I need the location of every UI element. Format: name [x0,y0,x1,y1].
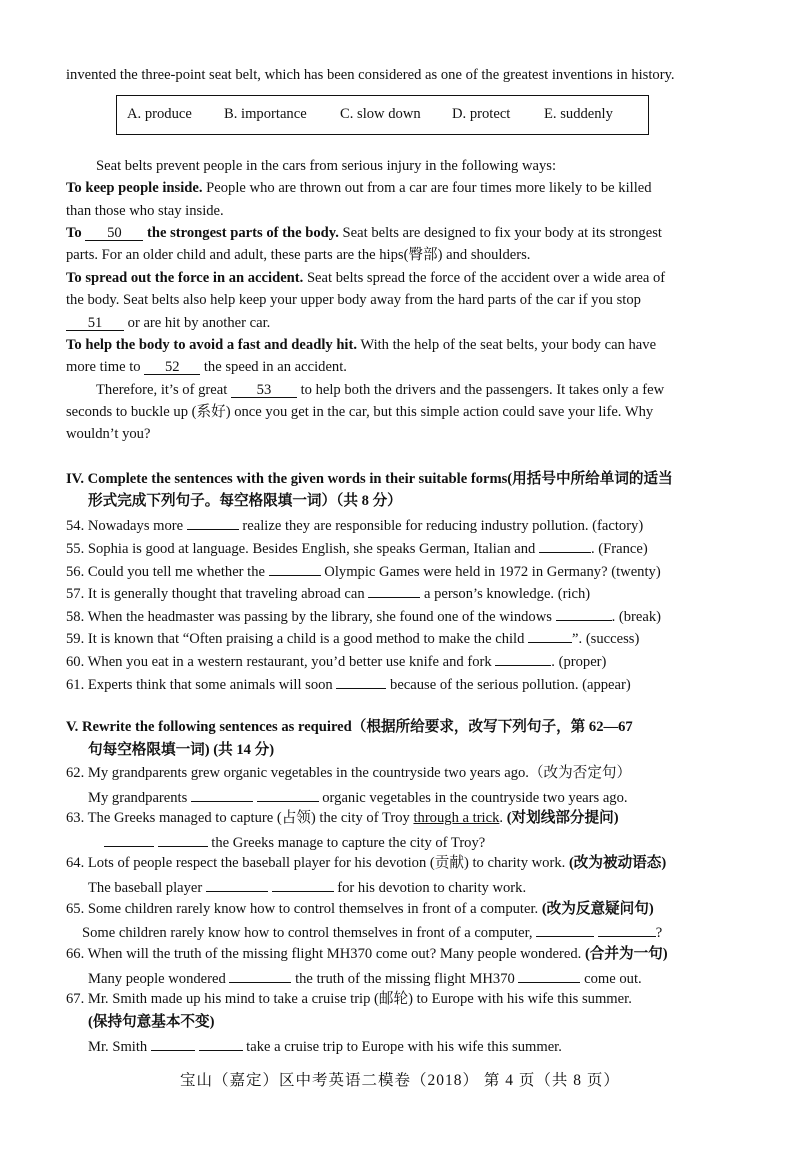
word-option-e: E. suddenly [544,106,613,122]
q56-text-end: Olympic Games were held in 1972 in Germany? (twenty) [320,564,661,580]
question-67: 67. Mr. Smith made up his mind to take a cruise trip (邮轮) to Europe with his wife this summer. [66,991,632,1007]
conclusion-line3: wouldn’t you? [66,426,151,442]
point-2-text: Seat belts are designed to fix your body at its strongest [338,225,662,241]
q54-blank[interactable] [187,515,239,530]
question-61 [66,674,631,694]
blank-51[interactable]: 51 [66,316,124,331]
blank-50[interactable]: 50 [85,226,143,241]
point-3-text-end: or are hit by another car. [124,315,271,331]
passage-intro: Seat belts prevent people in the cars from serious injury in the following ways: [96,158,557,174]
q64-blank-2[interactable] [272,877,334,892]
point-4-text: With the help of the seat belts, your body can have [357,337,657,353]
word-option-a: A. produce [127,106,192,122]
q57-text-end: a person’s knowledge. (rich) [420,586,591,602]
passage-point-4 [66,336,656,354]
q64-blank-1[interactable] [206,877,268,892]
passage-point-1 [66,179,652,197]
point-3-text-line3 [66,314,270,332]
q54-text: 54. Nowadays more [66,518,187,534]
q62-answer-end: organic vegetables in the countryside two years ago. [318,790,628,806]
q63-blank-1[interactable] [104,832,154,847]
q66-answer-end: come out. [580,971,642,987]
q66-answer-middle: the truth of the missing flight MH370 [291,971,519,987]
q55-text-end: . (France) [591,541,648,557]
q61-blank[interactable] [336,674,386,689]
q65-instruction: (改为反意疑问句) [538,901,654,917]
q63-underlined-phrase: through a trick [413,810,500,826]
point-4-heading: To help the body to avoid a fast and deadly hit. [66,337,357,353]
q57-text: 57. It is generally thought that traveling abroad can [66,586,369,602]
question-56 [66,561,661,581]
q58-text: 58. When the headmaster was passing by the library, she found one of the windows [66,609,556,625]
q63-blank-2[interactable] [158,832,208,847]
q60-text: 60. When you eat in a western restaurant, you’d better use knife and fork [66,654,496,670]
q67-answer-line [88,1036,562,1056]
conclusion-start: Therefore, it’s of great [96,382,231,398]
point-3-text: Seat belts spread the force of the accident over a wide area of [303,270,666,286]
section-5-heading: V. Rewrite the following sentences as required（根据所给要求，改写下列句子，第 62—67 [66,719,633,735]
q55-blank[interactable] [539,538,591,553]
q64-answer-start: The baseball player [88,880,206,896]
q67-instruction: (保持句意基本不变) [88,1014,215,1030]
question-60 [66,651,606,671]
q64-answer-end: for his devotion to charity work. [333,880,527,896]
point-2-text-line2: parts. For an older child and adult, these parts are the hips(臀部) and shoulders. [66,247,531,263]
q63-text: 63. The Greeks managed to capture (占领) the city of Troy [66,810,414,826]
q59-text: 59. It is known that “Often praising a child is a good method to make the child [66,631,529,647]
point-3-text-line2: the body. Seat belts also help keep your upper body away from the hard parts of the car if you stop [66,292,641,308]
question-55 [66,538,648,558]
q61-text-end: because of the serious pollution. (appear) [386,677,631,693]
point-1-heading: To keep people inside. [66,180,203,196]
word-bank-box [116,95,649,135]
q65-blank-2[interactable] [598,922,656,937]
q67-answer-end: take a cruise trip to Europe with his wife this summer. [242,1039,562,1055]
section-4-heading-line2: 形式完成下列句子。每空格限填一词）（共 8 分） [88,493,402,509]
q60-text-end: . (proper) [551,654,607,670]
point-2-to: To [66,225,82,241]
q63-answer-end: the Greeks manage to capture the city of Troy? [207,835,486,851]
blank-52[interactable]: 52 [144,360,200,375]
word-option-d: D. protect [452,106,511,122]
continued-passage-line: invented the three-point seat belt, which has been considered as one of the greatest inventions in history. [66,67,675,83]
point-3-heading: To spread out the force in an accident. [66,270,304,286]
q64-instruction: (改为被动语态) [565,855,667,871]
q66-blank-2[interactable] [518,968,580,983]
q62-blank-2[interactable] [257,787,319,802]
word-option-b: B. importance [224,106,307,122]
q63-instruction: (对划线部分提问) [503,810,619,826]
q59-text-end: ”. (success) [572,631,640,647]
passage-conclusion [96,381,664,399]
q58-text-end: . (break) [611,609,662,625]
q59-blank[interactable] [528,628,572,643]
section-5-heading-line2: 句每空格限填一词) (共 14 分) [88,742,275,758]
q57-blank[interactable] [368,583,420,598]
point-1-text: People who are thrown out from a car are four times more likely to be killed [202,180,652,196]
q66-instruction: (合并为一句) [581,946,668,962]
q67-answer-start: Mr. Smith [88,1039,151,1055]
q55-text: 55. Sophia is good at language. Besides English, she speaks German, Italian and [66,541,539,557]
question-62: 62. My grandparents grew organic vegetables in the countryside two years ago.（改为否定句） [66,765,632,781]
q65-answer-line [82,922,662,942]
question-54 [66,515,643,535]
q60-blank[interactable] [495,651,551,666]
question-64 [66,854,666,872]
q54-text-end: realize they are responsible for reducing industry pollution. (factory) [238,518,644,534]
q64-text: 64. Lots of people respect the baseball player for his devotion (贡献) to charity work. [66,855,566,871]
q65-text: 65. Some children rarely know how to control themselves in front of a computer. [66,901,539,917]
passage-point-2 [66,224,662,242]
q66-answer-start: Many people wondered [88,971,230,987]
q56-text: 56. Could you tell me whether the [66,564,269,580]
q63-period: . [499,810,504,826]
q67-blank-1[interactable] [151,1036,195,1051]
point-4-text-line2 [66,358,347,376]
q64-answer-line [88,877,526,897]
point-4-line2-start: more time to [66,359,145,375]
passage-point-3 [66,269,665,287]
blank-53[interactable]: 53 [231,383,297,398]
q66-text: 66. When will the truth of the missing flight MH370 come out? Many people wondered. [66,946,582,962]
conclusion-end: to help both the drivers and the passengers. It takes only a few [296,382,665,398]
question-57 [66,583,590,603]
q63-answer-line [104,832,485,852]
question-65 [66,900,654,918]
q65-answer-end: ? [655,925,663,941]
q62-blank-1[interactable] [191,787,253,802]
q65-answer-start: Some children rarely know how to control themselves in front of a computer, [82,925,537,941]
question-58 [66,606,661,626]
q65-blank-1[interactable] [536,922,594,937]
point-4-line2-end: the speed in an accident. [200,359,347,375]
page-footer: 宝山（嘉定）区中考英语二模卷（2018） 第 4 页（共 8 页） [180,1072,620,1089]
q61-text: 61. Experts think that some animals will soon [66,677,337,693]
q67-blank-2[interactable] [199,1036,243,1051]
question-63 [66,809,619,827]
q58-blank[interactable] [556,606,612,621]
point-1-text-line2: than those who stay inside. [66,203,224,219]
point-2-heading: the strongest parts of the body. [147,225,339,241]
question-59 [66,628,639,648]
section-4-heading: IV. Complete the sentences with the given words in their suitable forms(用括号中所给单词的适当 [66,471,673,487]
q62-answer-line [88,787,628,807]
q56-blank[interactable] [269,561,321,576]
conclusion-line2: seconds to buckle up (系好) once you get in the car, but this simple action could save your life. Why [66,404,654,420]
q66-blank-1[interactable] [229,968,291,983]
question-66 [66,945,668,963]
word-option-c: C. slow down [340,106,421,122]
q62-answer-start: My grandparents [88,790,191,806]
q66-answer-line [88,968,642,988]
